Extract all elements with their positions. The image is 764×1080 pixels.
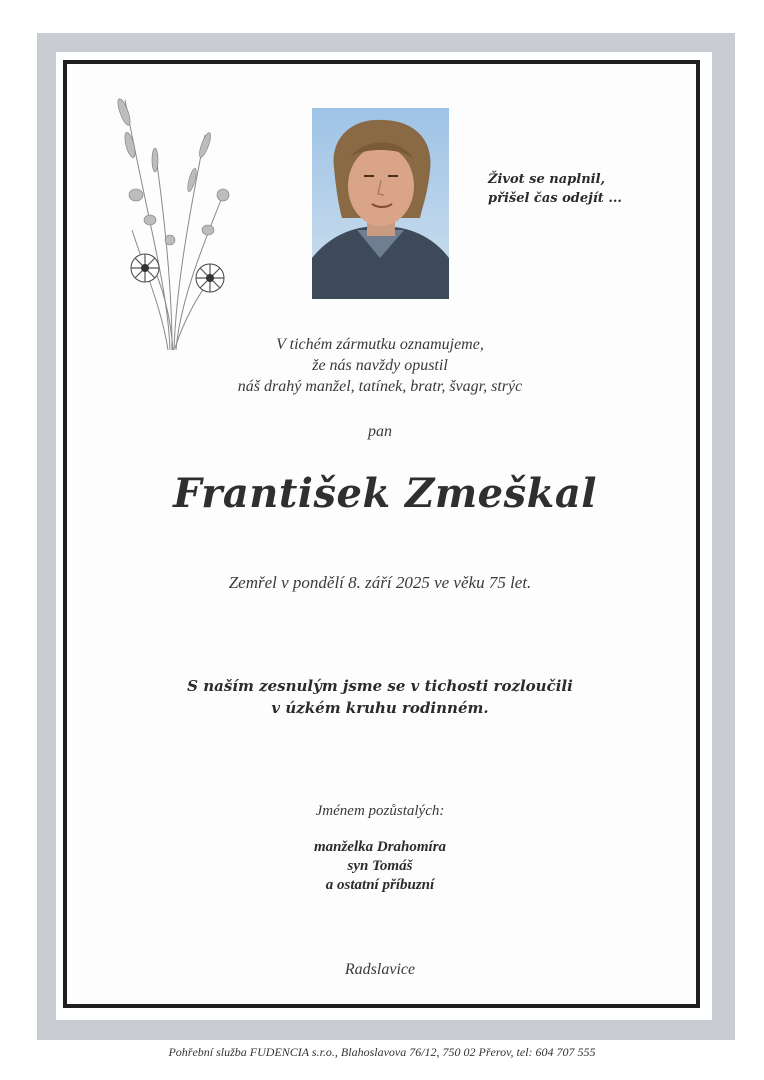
announcement-line: V tichém zármutku oznamujeme,: [276, 336, 484, 353]
motto: [488, 170, 622, 208]
mourner: manželka Drahomíra: [313, 839, 447, 855]
farewell-line: v úzkém kruhu rodinném.: [271, 699, 489, 717]
on-behalf-label: Jménem pozůstalých:: [315, 803, 445, 819]
portrait-photo: [312, 108, 449, 299]
place: Radslavice: [344, 961, 416, 978]
announcement-line: náš drahý manžel, tatínek, bratr, švagr, strýc: [237, 378, 523, 395]
wildflower-bouquet-icon: [110, 90, 240, 355]
mourner: a ostatní příbuzní: [325, 877, 435, 893]
death-date: Zemřel v pondělí 8. září 2025 ve věku 75 let.: [228, 573, 532, 592]
title-pan: pan: [368, 423, 392, 440]
announcement-line: že nás navždy opustil: [312, 357, 448, 374]
farewell-line: S naším zesnulým jsme se v tichosti rozloučili: [187, 677, 573, 695]
funeral-service-footer: Pohřební služba FUDENCIA s.r.o., Blahoslavova 76/12, 750 02 Přerov, tel: 604 707 555: [168, 1045, 596, 1059]
mourner: syn Tomáš: [347, 858, 413, 874]
farewell-text: [140, 675, 620, 719]
motto-line: přišel čas odejít ...: [488, 191, 622, 206]
announcement: [140, 334, 620, 397]
mourners-list: [240, 838, 520, 895]
deceased-name: František Zmeškal: [173, 470, 597, 517]
motto-line: Život se naplnil,: [488, 172, 606, 187]
